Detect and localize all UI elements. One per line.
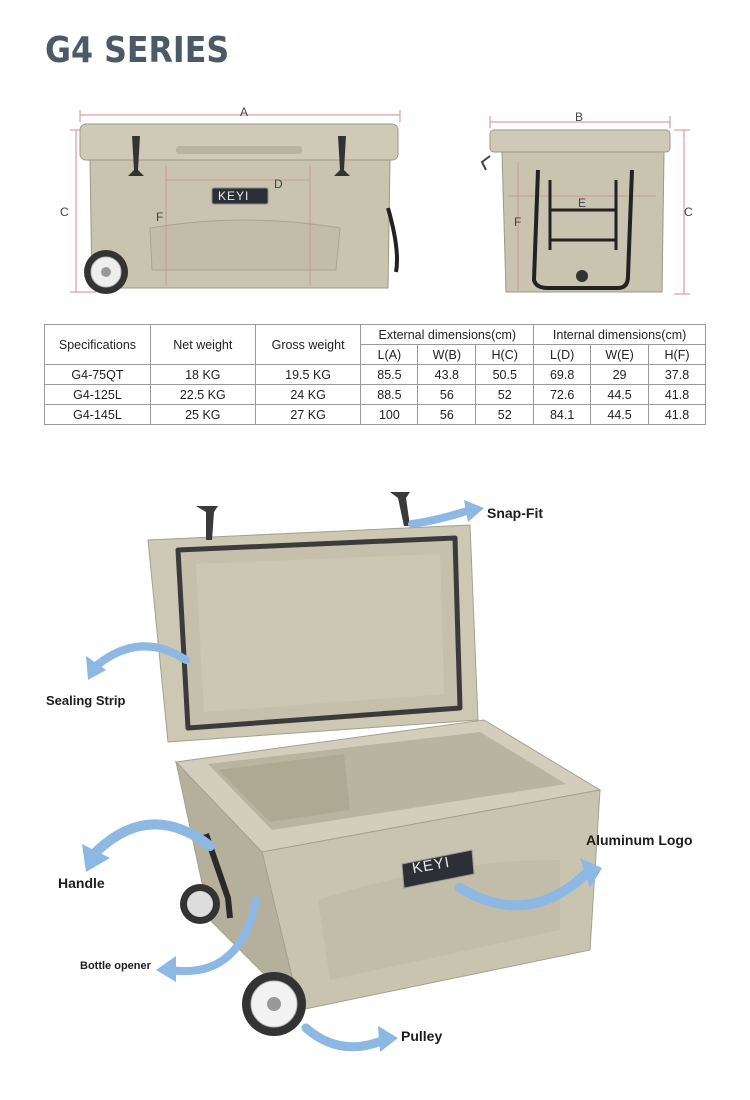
cooler-front-view	[40, 100, 460, 300]
subheader-we: W(E)	[591, 345, 649, 365]
cell-hc: 50.5	[476, 365, 534, 385]
page-title: G4 SERIES	[45, 30, 230, 71]
cell-hf: 37.8	[649, 365, 706, 385]
cell-hc: 52	[476, 405, 534, 425]
callout-pulley: Pulley	[401, 1028, 443, 1044]
cell-ld: 69.8	[534, 365, 591, 385]
open-cooler-logo-text: KEYI	[410, 853, 452, 878]
table-row	[45, 365, 706, 385]
cell-ld: 84.1	[534, 405, 591, 425]
dimension-label-f-right: F	[514, 215, 522, 229]
subheader-hf: H(F)	[649, 345, 706, 365]
cell-wb: 43.8	[418, 365, 476, 385]
cell-hf: 41.8	[649, 385, 706, 405]
table-header-row	[45, 325, 706, 345]
cell-gross-weight: 27 KG	[255, 405, 361, 425]
cell-la: 85.5	[361, 365, 418, 385]
cell-hc: 52	[476, 385, 534, 405]
dimension-label-d: D	[274, 177, 283, 191]
cell-model: G4-125L	[45, 385, 151, 405]
dimension-label-c-left: C	[60, 205, 69, 219]
dimension-label-c-right: C	[684, 205, 693, 219]
specifications-table	[44, 324, 706, 425]
subheader-la: L(A)	[361, 345, 418, 365]
subheader-hc: H(C)	[476, 345, 534, 365]
callout-sealing-strip: Sealing Strip	[46, 693, 126, 708]
cell-model: G4-75QT	[45, 365, 151, 385]
dimension-label-e: E	[578, 196, 587, 210]
subheader-wb: W(B)	[418, 345, 476, 365]
cell-we: 29	[591, 365, 649, 385]
cell-gross-weight: 19.5 KG	[255, 365, 361, 385]
dimension-label-b: B	[575, 110, 584, 124]
cell-net-weight: 22.5 KG	[150, 385, 255, 405]
cooler-side-view	[478, 100, 708, 300]
cooler-open-illustration	[0, 480, 750, 1080]
cell-la: 88.5	[361, 385, 418, 405]
table-row	[45, 385, 706, 405]
callout-aluminum-logo: Aluminum Logo	[586, 832, 693, 848]
cell-net-weight: 25 KG	[150, 405, 255, 425]
cell-wb: 56	[418, 385, 476, 405]
header-specifications: Specifications	[45, 325, 151, 365]
front-logo-text: KEYI	[218, 189, 250, 203]
cell-model: G4-145L	[45, 405, 151, 425]
header-gross-weight: Gross weight	[255, 325, 361, 365]
header-internal-dimensions: Internal dimensions(cm)	[534, 325, 706, 345]
header-external-dimensions: External dimensions(cm)	[361, 325, 534, 345]
cell-gross-weight: 24 KG	[255, 385, 361, 405]
table-row	[45, 405, 706, 425]
cell-ld: 72.6	[534, 385, 591, 405]
cell-wb: 56	[418, 405, 476, 425]
callout-snap-fit: Snap-Fit	[487, 505, 543, 521]
cell-net-weight: 18 KG	[150, 365, 255, 385]
subheader-ld: L(D)	[534, 345, 591, 365]
cell-hf: 41.8	[649, 405, 706, 425]
dimension-label-f-left: F	[156, 210, 164, 224]
header-net-weight: Net weight	[150, 325, 255, 365]
callout-handle: Handle	[58, 875, 105, 891]
cell-we: 44.5	[591, 385, 649, 405]
cell-la: 100	[361, 405, 418, 425]
dimension-label-a: A	[240, 105, 249, 119]
cell-we: 44.5	[591, 405, 649, 425]
callout-bottle-opener: Bottle opener	[80, 960, 151, 972]
